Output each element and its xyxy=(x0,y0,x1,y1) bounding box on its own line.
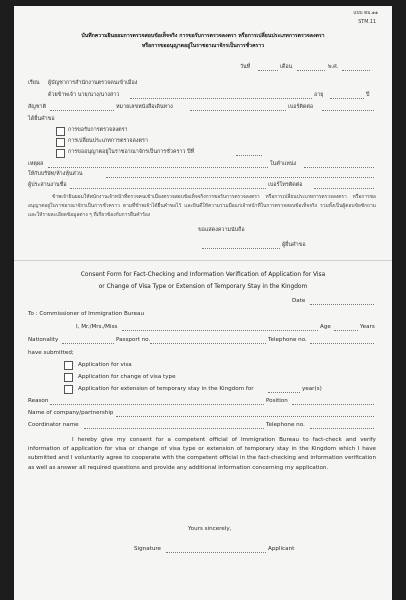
english-passport-label: Passport no. xyxy=(116,337,151,343)
thai-coordinator-phone-field[interactable] xyxy=(314,188,374,189)
english-consent-paragraph: I hereby give my consent for a competent official of Immigration Bureau to fact-check and verify information of application for visa or change of visa type or extension of temporary stay in the Kingdom which I have submitted and I voluntarily agree to cooperate with the competent official in the fact-checking and information verification as well as answer all required questions and provide any additional information concerning my application. xyxy=(28,437,376,471)
english-signature-label: Signature xyxy=(134,546,161,552)
thai-nationality-field[interactable] xyxy=(50,110,114,111)
english-position-label: Position xyxy=(266,398,288,404)
thai-age-field[interactable] xyxy=(330,98,364,99)
section-divider xyxy=(14,260,392,261)
thai-nationality-label: สัญชาติ xyxy=(28,104,47,110)
thai-coordinator-field[interactable] xyxy=(70,188,266,189)
thai-company-field[interactable] xyxy=(106,177,374,178)
thai-to-prefix: เรียน xyxy=(28,80,40,86)
thai-date-month-label: เดือน xyxy=(280,64,293,70)
thai-reason-label: เหตุผล xyxy=(28,161,44,167)
english-position-field[interactable] xyxy=(292,404,374,405)
thai-name-field[interactable] xyxy=(130,98,312,99)
english-age-label: Age xyxy=(320,324,331,330)
form-id: STM.11 xyxy=(358,20,376,25)
english-telephone-label: Telephone no. xyxy=(268,337,307,343)
thai-company-label: ให้กับบริษัท/ห้างหุ้นส่วน xyxy=(28,171,83,177)
english-telephone-field[interactable] xyxy=(310,343,374,344)
english-company-field[interactable] xyxy=(116,416,374,417)
english-coordinator-phone-field[interactable] xyxy=(310,428,374,429)
thai-age-label: อายุ xyxy=(314,92,324,98)
thai-passport-label: หมายเลขหนังสือเดินทาง xyxy=(116,104,173,110)
english-option-change-checkbox[interactable] xyxy=(64,373,73,382)
english-reason-label: Reason xyxy=(28,398,49,404)
english-date-field[interactable] xyxy=(310,304,374,305)
thai-option-extension-label: การขออนุญาตอยู่ในราชอาณาจักรเป็นการชั่วคราว ปีที่ xyxy=(68,149,195,155)
english-extension-years-field[interactable] xyxy=(268,392,300,393)
thai-date-year-label: พ.ศ. xyxy=(328,64,339,70)
english-age-field[interactable] xyxy=(334,330,358,331)
thai-signature-label: ผู้ยื่นคำขอ xyxy=(282,242,306,248)
thai-title-line2: หรือการขออนุญาตอยู่ในราชอาณาจักรเป็นการชั่วคราว xyxy=(141,43,265,49)
english-submitted-label: have submitted; xyxy=(28,350,74,356)
english-nationality-field[interactable] xyxy=(62,343,114,344)
english-company-label: Name of company/partnership xyxy=(28,410,114,416)
english-coordinator-field[interactable] xyxy=(84,428,264,429)
thai-option-visa-label: การขอรับการตรวจลงตรา xyxy=(68,127,128,133)
thai-date-month-field[interactable] xyxy=(297,70,325,71)
thai-option-extension-year-field[interactable] xyxy=(236,155,262,156)
thai-consent-paragraph: ข้าพเจ้ายินยอมให้พนักงานเจ้าหน้าที่ตรวจคนเข้าเมืองตรวจสอบข้อเท็จจริงการขอรับการตรวจลงตรา หรือการเปลี่ยนประเภทการตรวจลงตรา หรือการขออนุญาตอยู่ในราชอาณาจักรเป็นการชั่วคราว ตามที่ข้าพเจ้าได้ยื่นคำขอไว้ และยินดีให้ความร่วมมือแก่เจ้าหน้าที่ในการตรวจสอบข้อเท็จจริง รวมทั้งเป็นผู้ตอบข้อซักถามและให้รายละเอียดข้อมูลต่าง ๆ ที่เกี่ยวข้องกับการยื่นคำร้อง xyxy=(28,194,376,218)
english-option-change-label: Application for change of visa type xyxy=(78,374,176,380)
consent-form-page xyxy=(14,6,392,600)
thai-name-label: ด้วยข้าพเจ้า นาย/นาง/นางสาว xyxy=(48,92,120,98)
thai-signature-field[interactable] xyxy=(202,248,280,249)
thai-phone-label: เบอร์ติดต่อ xyxy=(288,104,314,110)
thai-passport-field[interactable] xyxy=(190,110,286,111)
thai-option-extension-checkbox[interactable] xyxy=(56,149,65,158)
english-years-label: Years xyxy=(360,324,375,330)
english-years-suffix: year(s) xyxy=(302,386,322,392)
thai-to-name: ผู้บัญชาการสำนักงานตรวจคนเข้าเมือง xyxy=(48,80,138,86)
english-date-label: Date xyxy=(292,298,306,304)
thai-option-change-label: การเปลี่ยนประเภทการตรวจลงตรา xyxy=(68,138,148,144)
thai-option-visa-checkbox[interactable] xyxy=(56,127,65,136)
thai-position-field[interactable] xyxy=(304,167,374,168)
english-passport-field[interactable] xyxy=(150,343,266,344)
thai-closing: ขอแสดงความนับถือ xyxy=(198,227,245,233)
english-option-extension-label: Application for extension of temporary stay in the Kingdom for xyxy=(78,386,254,392)
thai-reason-field[interactable] xyxy=(48,167,268,168)
english-option-extension-checkbox[interactable] xyxy=(64,385,73,394)
thai-title-line1: บันทึกความยินยอมการตรวจสอบข้อเท็จจริง การขอรับการตรวจลงตรา หรือการเปลี่ยนประเภทการตรวจลงตรา xyxy=(81,33,325,39)
thai-date-day-label: วันที่ xyxy=(240,64,251,70)
form-code: แบบ ตม.๑๑ xyxy=(353,11,378,16)
english-option-visa-checkbox[interactable] xyxy=(64,361,73,370)
thai-year-unit: ปี xyxy=(366,92,370,98)
thai-date-day-field[interactable] xyxy=(258,70,278,71)
english-to-line: To : Commissioner of Immigration Bureau xyxy=(28,311,144,317)
english-title-line2: or Change of Visa Type or Extension of Temporary Stay in the Kingdom xyxy=(98,284,308,290)
thai-option-change-checkbox[interactable] xyxy=(56,138,65,147)
english-title-line1: Consent Form for Fact-Checking and Information Verification of Application for Visa xyxy=(80,272,326,278)
thai-phone-field[interactable] xyxy=(322,110,374,111)
thai-coordinator-phone-label: เบอร์โทรติดต่อ xyxy=(268,182,303,188)
thai-position-label: ในตำแหน่ง xyxy=(270,161,297,167)
thai-submitted-label: ได้ยื่นคำขอ xyxy=(28,116,55,122)
english-coordinator-phone-label: Telephone no. xyxy=(266,422,305,428)
thai-date-year-field[interactable] xyxy=(342,70,370,71)
thai-coordinator-label: ผู้ประสานงานชื่อ xyxy=(28,182,67,188)
english-option-visa-label: Application for visa xyxy=(78,362,132,368)
english-name-field[interactable] xyxy=(122,330,318,331)
english-nationality-label: Nationality xyxy=(28,337,59,343)
english-signature-field[interactable] xyxy=(166,552,266,553)
english-reason-field[interactable] xyxy=(50,404,264,405)
english-coordinator-label: Coordinator name xyxy=(28,422,79,428)
english-closing: Yours sincerely, xyxy=(188,526,232,532)
english-name-label: I, Mr./Mrs./Miss xyxy=(76,324,118,330)
english-applicant-label: Applicant xyxy=(268,546,295,552)
